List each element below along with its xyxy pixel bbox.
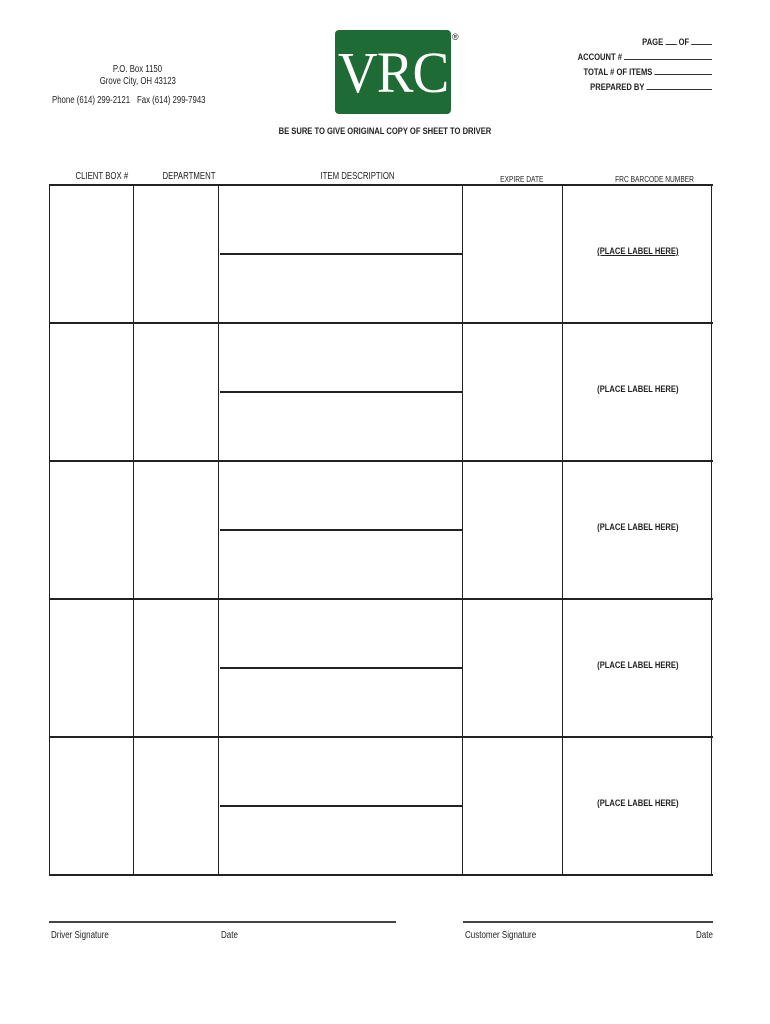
header-item-description: ITEM DESCRIPTION	[320, 171, 395, 182]
label-placeholder: (PLACE LABEL HERE)	[597, 660, 679, 671]
account-number-field[interactable]	[624, 50, 712, 60]
label-placeholder: (PLACE LABEL HERE)	[597, 522, 679, 533]
label-placeholder: (PLACE LABEL HERE)	[597, 798, 679, 809]
po-box: P.O. Box 1150	[112, 64, 163, 75]
table-row	[49, 462, 713, 600]
company-address	[55, 64, 220, 88]
label-placeholder: (PLACE LABEL HERE)	[597, 384, 679, 395]
page-line	[578, 35, 712, 50]
account-line	[578, 50, 712, 65]
page-number-field[interactable]	[665, 35, 676, 45]
account-label: ACCOUNT #	[577, 52, 622, 63]
sheet-meta	[544, 35, 712, 95]
customer-date-label: Date	[696, 930, 713, 941]
total-items-field[interactable]	[654, 65, 712, 75]
prepared-by-line	[578, 80, 712, 95]
total-items-label: TOTAL # OF ITEMS	[583, 67, 653, 78]
description-divider	[220, 529, 463, 531]
prepared-by-label: PREPARED BY	[590, 82, 645, 93]
description-divider	[220, 667, 463, 669]
prepared-by-field[interactable]	[646, 80, 712, 90]
vrc-logo	[335, 30, 451, 114]
page-label: PAGE	[642, 37, 664, 48]
driver-date-label: Date	[221, 930, 238, 941]
label-placeholder: (PLACE LABEL HERE)	[597, 246, 679, 257]
of-label: OF	[678, 37, 690, 48]
header-barcode: FRC BARCODE NUMBER	[615, 174, 694, 184]
customer-signature-line[interactable]	[463, 921, 713, 923]
header-client-box: CLIENT BOX #	[75, 171, 129, 182]
table-row	[49, 324, 713, 462]
driver-signature-line[interactable]	[49, 921, 396, 923]
fax-number: Fax (614) 299-7943	[137, 95, 206, 106]
header-expire-date: EXPIRE DATE	[500, 174, 544, 184]
total-items-line	[578, 65, 712, 80]
description-divider	[220, 391, 463, 393]
driver-notice	[0, 126, 770, 137]
city-state-zip: Grove City, OH 43123	[99, 76, 176, 87]
driver-signature-label: Driver Signature	[51, 930, 109, 941]
registered-mark: ®	[452, 32, 459, 42]
page-total-field[interactable]	[691, 35, 712, 45]
table-row	[49, 600, 713, 738]
phone-number: Phone (614) 299-2121	[52, 95, 131, 106]
driver-notice-text: BE SURE TO GIVE ORIGINAL COPY OF SHEET TO DRIVER	[278, 126, 492, 137]
description-divider	[220, 805, 463, 807]
table-row	[49, 738, 713, 876]
customer-signature-label: Customer Signature	[465, 930, 537, 941]
logo-text: VRC	[337, 39, 449, 105]
table-row	[49, 186, 713, 324]
description-divider	[220, 253, 463, 255]
header-department: DEPARTMENT	[162, 171, 216, 182]
